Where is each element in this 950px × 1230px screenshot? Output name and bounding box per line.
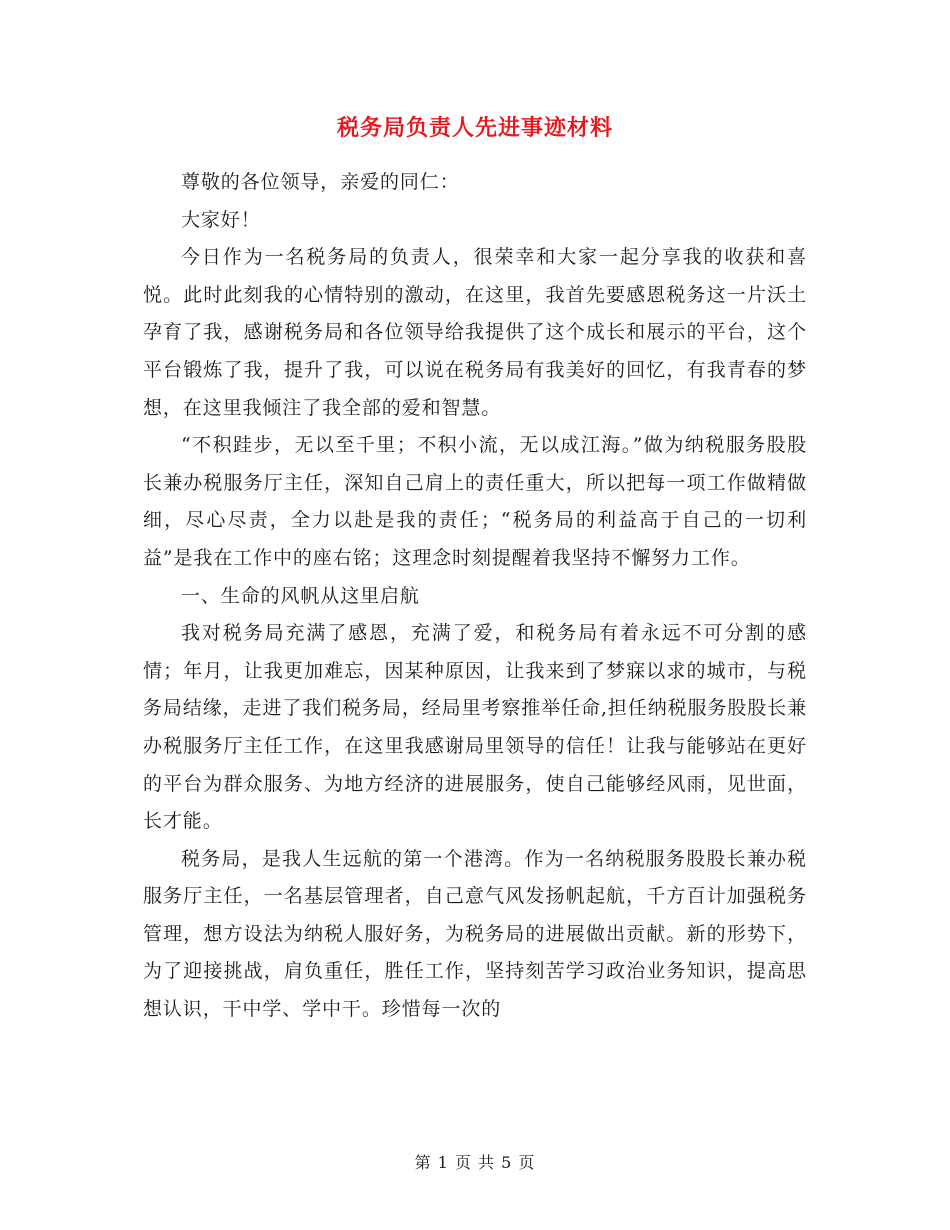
paragraph-gratitude: 我对税务局充满了感恩，充满了爱，和税务局有着永远不可分割的感情；年月，让我更加难忘，因某种原因，让我来到了梦寐以求的城市，与税务局结缘，走进了我们税务局，经局里考察推举任命,担任纳税服务股股长兼办税服务厅主任工作，在这里我感谢局里领导的信任！让我与能够站在更好的平台为群众服务、为地方经济的进展服务，使自己能够经风雨，见世面，长才能。 xyxy=(143,622,807,833)
paragraph-greeting: 尊敬的各位领导，亲爱的同仁： xyxy=(181,171,460,193)
paragraph-harbor: 税务局，是我人生远航的第一个港湾。作为一名纳税服务股股长兼办税服务厅主任，一名基层管理者，自己意气风发扬帆起航，千方百计加强税务管理，想方设法为纳税人服好务，为税务局的进展做出贡献。新的形势下，为了迎接挑战，肩负重任，胜任工作，坚持刻苦学习政治业务知识，提高思想认识，干中学、学中干。珍惜每一次的 xyxy=(143,847,807,1021)
document-title: 税务局负责人先进事迹材料 xyxy=(336,115,613,141)
paragraph-motto: “不积跬步，无以至千里；不积小流，无以成江海。”做为纳税服务股股长兼办税服务厅主任，深知自己肩上的责任重大，所以把每一项工作做精做细，尽心尽责，全力以赴是我的责任；“税务局的利益高于自己的一切利益”是我在工作中的座右铭；这理念时刻提醒着我坚持不懈努力工作。 xyxy=(143,434,807,569)
paragraph-intro: 今日作为一名税务局的负责人，很荣幸和大家一起分享我的收获和喜悦。此时此刻我的心情特别的激动，在这里，我首先要感恩税务这一片沃土孕育了我，感谢税务局和各位领导给我提供了这个成长和展示的平台，这个平台锻炼了我，提升了我，可以说在税务局有我美好的回忆，有我青春的梦想，在这里我倾注了我全部的爱和智慧。 xyxy=(143,246,807,419)
page-number-footer: 第 1 页 共 5 页 xyxy=(414,1153,536,1172)
document-body xyxy=(143,164,807,1029)
section-heading: 一、生命的风帆从这里启航 xyxy=(181,584,420,607)
paragraph-hello: 大家好！ xyxy=(181,208,261,231)
